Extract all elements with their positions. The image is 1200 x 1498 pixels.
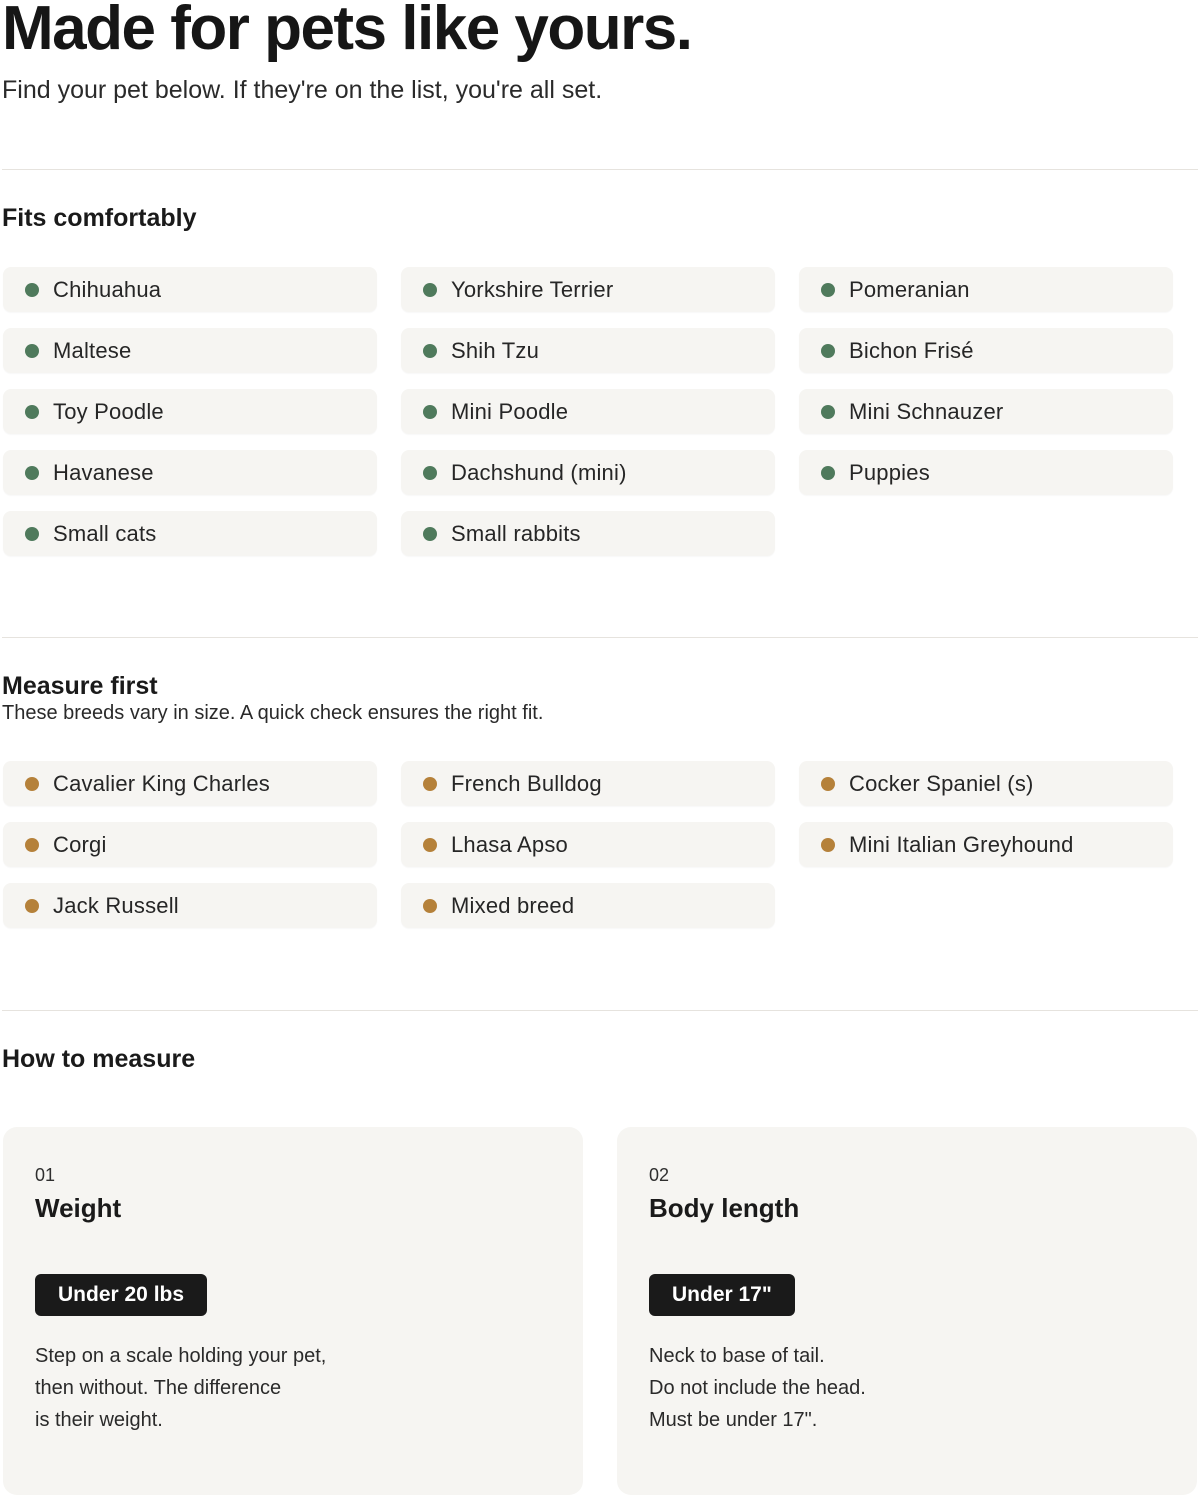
fits-breed-item (3, 450, 377, 495)
measure-breed-item (401, 883, 775, 928)
status-dot-icon (423, 777, 437, 791)
measure-section-subtitle: These breeds vary in size. A quick check ensures the right fit. (2, 702, 544, 724)
description-line: Do not include the head. (649, 1377, 866, 1399)
measure-breed-item (3, 761, 377, 806)
measure-breed-item (3, 822, 377, 867)
measure-breed-item (799, 761, 1173, 806)
status-dot-icon (25, 527, 39, 541)
status-dot-icon (821, 838, 835, 852)
description-line: Step on a scale holding your pet, (35, 1345, 327, 1367)
fits-breed-item (401, 450, 775, 495)
fits-breed-item (799, 389, 1173, 434)
breed-label: Shih Tzu (451, 337, 540, 363)
status-dot-icon (821, 777, 835, 791)
card-number: 01 (35, 1165, 56, 1185)
breed-label: Havanese (53, 459, 154, 485)
breed-label: Toy Poodle (53, 398, 164, 424)
fits-section-title: Fits comfortably (2, 204, 197, 232)
breed-label: Puppies (849, 459, 930, 485)
measure-section-title: Measure first (2, 672, 158, 700)
status-dot-icon (821, 283, 835, 297)
description-line: is their weight. (35, 1409, 163, 1431)
breed-label: Pomeranian (849, 276, 970, 302)
card-title: Body length (649, 1193, 800, 1223)
description-line: then without. The difference (35, 1377, 282, 1399)
status-dot-icon (423, 527, 437, 541)
card-number: 02 (649, 1165, 670, 1185)
fits-breed-item (401, 389, 775, 434)
card-description (35, 1340, 326, 1436)
breed-label: Cocker Spaniel (s) (849, 770, 1034, 796)
fits-breed-grid (3, 267, 1175, 556)
breed-label: Mixed breed (451, 892, 575, 918)
divider (2, 169, 1198, 170)
status-dot-icon (423, 405, 437, 419)
breed-label: Lhasa Apso (451, 831, 568, 857)
fits-breed-item (799, 267, 1173, 312)
status-dot-icon (25, 466, 39, 480)
card-description (649, 1340, 866, 1436)
breed-label: Jack Russell (53, 892, 179, 918)
breed-label: Maltese (53, 337, 132, 363)
page-subtitle: Find your pet below. If they're on the list, you're all set. (2, 76, 603, 104)
weight-card (3, 1127, 583, 1495)
status-dot-icon (821, 405, 835, 419)
breed-label: Bichon Frisé (849, 337, 974, 363)
breed-label: Yorkshire Terrier (451, 276, 614, 302)
breed-label: Mini Italian Greyhound (849, 831, 1074, 857)
fits-breed-item (3, 511, 377, 556)
measure-breed-item (3, 883, 377, 928)
breed-label: Mini Schnauzer (849, 398, 1004, 424)
measure-breed-item (799, 822, 1173, 867)
breed-label: Chihuahua (53, 276, 162, 302)
measure-breed-item (401, 761, 775, 806)
status-dot-icon (25, 838, 39, 852)
fits-breed-item (401, 328, 775, 373)
measure-breed-item (401, 822, 775, 867)
status-dot-icon (423, 344, 437, 358)
card-title: Weight (35, 1193, 122, 1223)
fits-breed-item (3, 389, 377, 434)
status-dot-icon (423, 283, 437, 297)
description-line: Must be under 17". (649, 1409, 818, 1431)
status-dot-icon (25, 405, 39, 419)
status-dot-icon (25, 899, 39, 913)
fits-breed-item (3, 328, 377, 373)
breed-label: Small cats (53, 520, 157, 546)
status-dot-icon (25, 283, 39, 297)
breed-label: Dachshund (mini) (451, 459, 627, 485)
length-limit-badge: Under 17" (649, 1274, 795, 1316)
fits-breed-item (799, 450, 1173, 495)
breed-label: Mini Poodle (451, 398, 569, 424)
breed-label: Small rabbits (451, 520, 581, 546)
divider (2, 637, 1198, 638)
description-line: Neck to base of tail. (649, 1345, 825, 1367)
status-dot-icon (423, 838, 437, 852)
measure-breed-grid (3, 761, 1175, 928)
breed-label: Cavalier King Charles (53, 770, 270, 796)
status-dot-icon (25, 777, 39, 791)
body-length-card (617, 1127, 1197, 1495)
status-dot-icon (821, 466, 835, 480)
status-dot-icon (423, 466, 437, 480)
breed-label: French Bulldog (451, 770, 602, 796)
fits-breed-item (799, 328, 1173, 373)
page-title: Made for pets like yours. (2, 0, 692, 63)
status-dot-icon (25, 344, 39, 358)
status-dot-icon (423, 899, 437, 913)
weight-limit-badge: Under 20 lbs (35, 1274, 207, 1316)
status-dot-icon (821, 344, 835, 358)
fits-breed-item (401, 511, 775, 556)
fits-breed-item (3, 267, 377, 312)
divider (2, 1010, 1198, 1011)
fits-breed-item (401, 267, 775, 312)
how-to-measure-title: How to measure (2, 1045, 196, 1073)
breed-label: Corgi (53, 831, 107, 857)
